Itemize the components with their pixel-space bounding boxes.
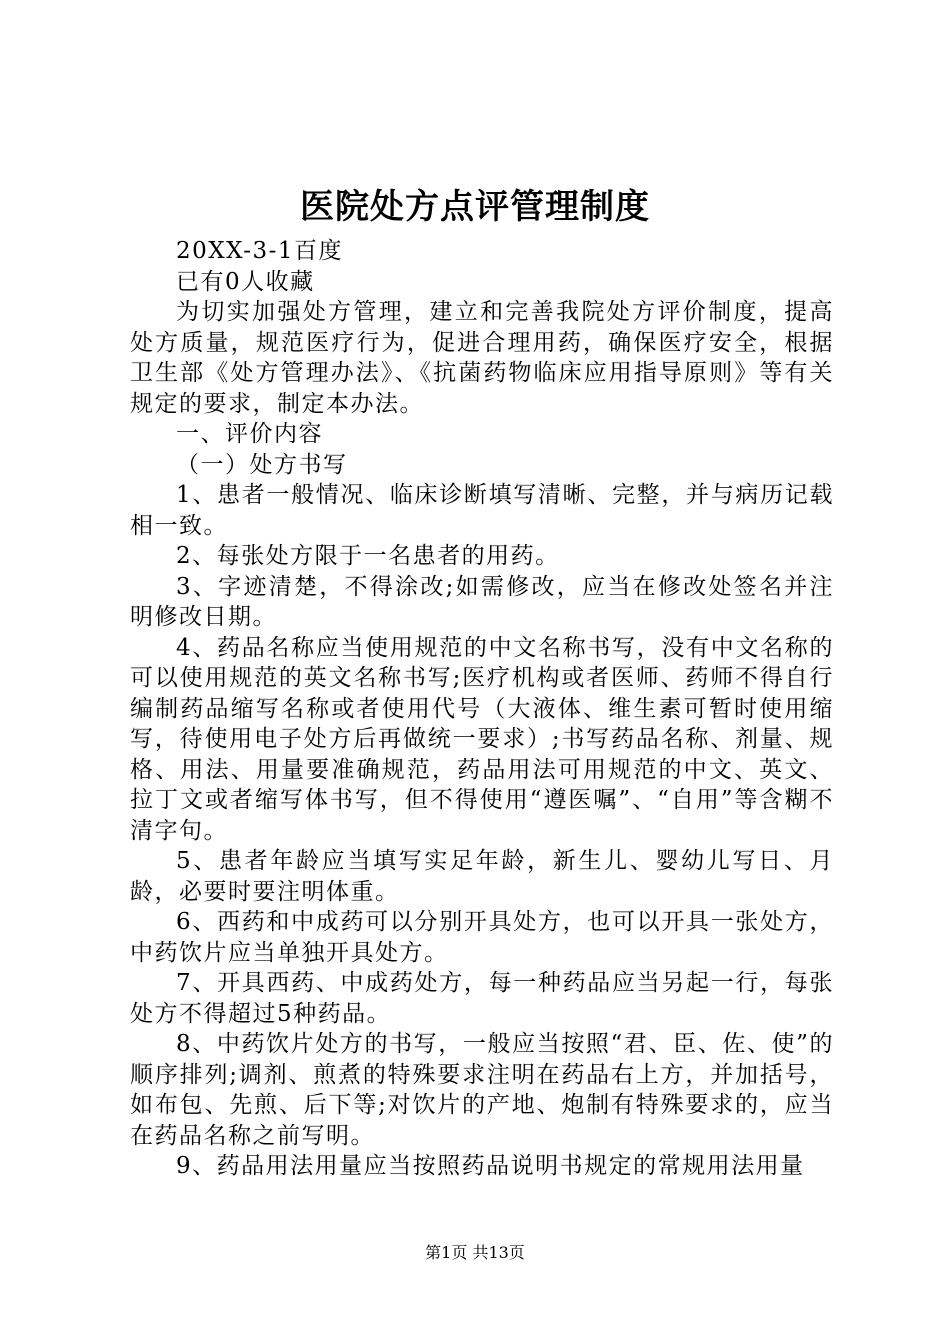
page-number-footer: 第1页 共13页 [425, 1243, 525, 1262]
document-title: 医院处方点评管理制度 [300, 187, 650, 227]
list-item-1: 1、患者一般情况、临床诊断填写清晰、完整，并与病历记载相一致。 [130, 482, 834, 539]
document-body [130, 236, 834, 1182]
list-item-6: 6、西药和中成药可以分别开具处方，也可以开具一张处方，中药饮片应当单独开具处方。 [130, 909, 834, 966]
subsection-heading: （一）处方书写 [176, 451, 348, 478]
favorites-count-line: 已有0人收藏 [176, 268, 315, 295]
list-item-5: 5、患者年龄应当填写实足年龄，新生儿、婴幼儿写日、月龄，必要时要注明体重。 [130, 848, 834, 905]
list-item-4: 4、药品名称应当使用规范的中文名称书写，没有中文名称的可以使用规范的英文名称书写;医疗机构或者医师、药师不得自行编制药品缩写名称或者使用代号（大液体、维生素可暂时使用缩写，待使用电子处方后再做统一要求）;书写药品名称、剂量、规格、用法、用量要准确规范，药品用法可用规范的中文、英文、拉丁文或者缩写体书写，但不得使用“遵医嘱”、“自用”等含糊不清字句。 [130, 634, 834, 844]
list-item-7: 7、开具西药、中成药处方，每一种药品应当另起一行，每张处方不得超过5种药品。 [130, 970, 834, 1027]
list-item-2: 2、每张处方限于一名患者的用药。 [176, 543, 560, 569]
list-item-9: 9、药品用法用量应当按照药品说明书规定的常规用法用量 [176, 1153, 805, 1179]
list-item-8: 8、中药饮片处方的书写，一般应当按照“君、臣、佐、使”的顺序排列;调剂、煎煮的特殊要求注明在药品右上方，并加括号，如布包、先煎、后下等;对饮片的产地、炮制有特殊要求的，应当在药品名称之前写明。 [130, 1031, 834, 1149]
list-item-3: 3、字迹清楚，不得涂改;如需修改，应当在修改处签名并注明修改日期。 [130, 573, 834, 630]
section-heading: 一、评价内容 [176, 421, 323, 447]
intro-paragraph: 为切实加强处方管理，建立和完善我院处方评价制度，提高处方质量，规范医疗行为，促进合理用药，确保医疗安全，根据卫生部《处方管理办法》、《抗菌药物临床应用指导原则》等有关规定的要求，制定本办法。 [130, 299, 834, 417]
date-source-line: 20XX-3-1百度 [176, 238, 344, 264]
